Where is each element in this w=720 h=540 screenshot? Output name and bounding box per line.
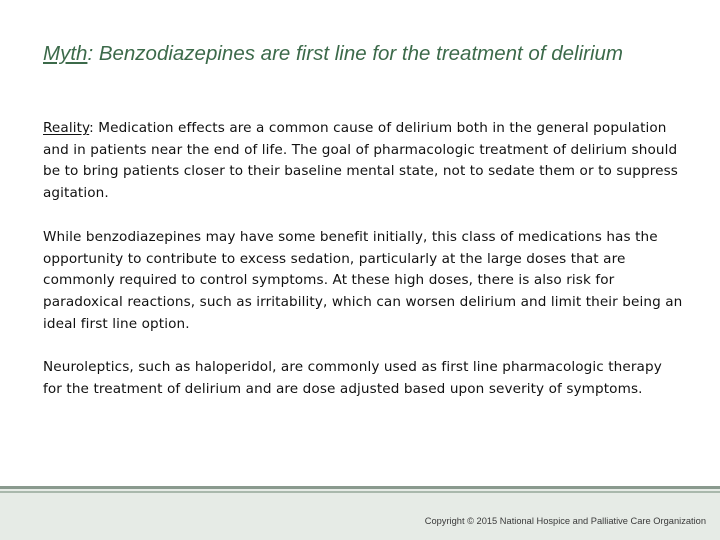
slide-body xyxy=(43,118,683,423)
neuroleptics-paragraph: Neuroleptics, such as haloperidol, are commonly used as first line pharmacologic therapy for the treatment of delirium and are dose adjusted based upon severity of symptoms. xyxy=(43,359,662,398)
reality-paragraph xyxy=(43,118,683,205)
footer-stripe-dark xyxy=(0,486,720,489)
copyright-notice: Copyright © 2015 National Hospice and Palliative Care Organization xyxy=(424,516,706,526)
title-myth-label: Myth xyxy=(43,42,88,65)
slide-title xyxy=(43,40,683,67)
title-text: : Benzodiazepines are first line for the treatment of delirium xyxy=(87,42,623,65)
reality-label: Reality xyxy=(43,120,90,136)
benzodiazepine-paragraph: While benzodiazepines may have some benefit initially, this class of medications has the opportunity to contribute to excess sedation, particularly at the large doses that are commonly required to control symptoms. At these high doses, there is also risk for paradoxical reactions, such as irritability, which can worsen delirium and limit their being an ideal first line option. xyxy=(43,228,683,332)
footer-stripe-light xyxy=(0,491,720,493)
footer-band xyxy=(0,486,720,540)
reality-text: : Medication effects are a common cause of delirium both in the general population and in patients near the end of life. The goal of pharmacologic treatment of delirium should be to bring patients closer to their baseline mental state, not to sedate them or to suppress agitation. xyxy=(43,120,678,202)
